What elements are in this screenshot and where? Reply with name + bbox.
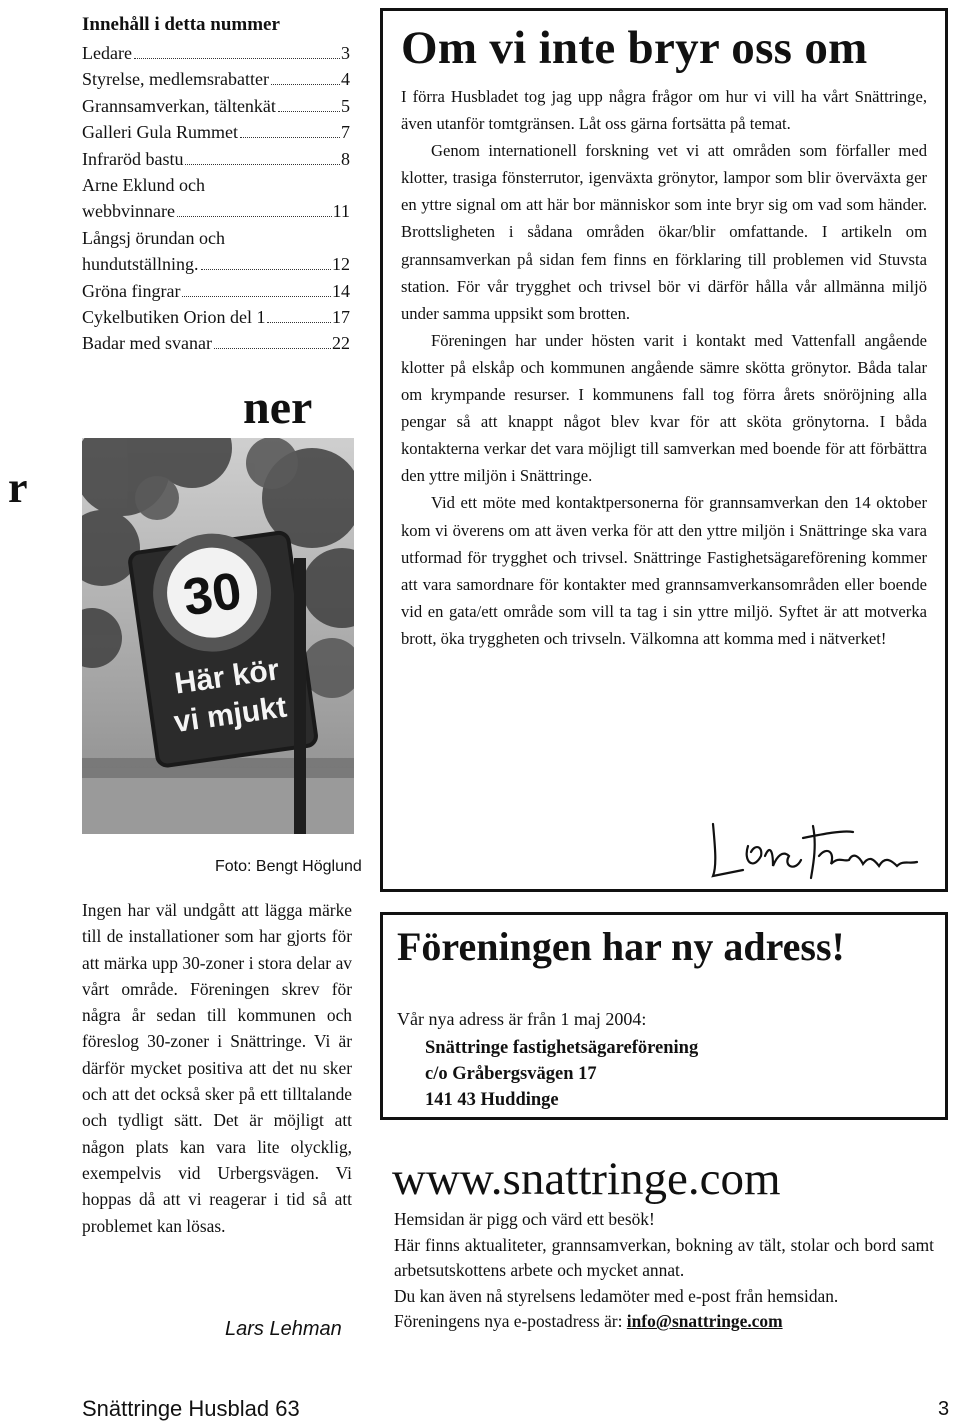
sign-text-line2: vi mjukt [171, 690, 289, 740]
toc-entry-page: 17 [332, 307, 350, 328]
partial-heading: ner [243, 381, 313, 434]
toc-leader [182, 296, 331, 297]
toc-entry[interactable] [82, 93, 350, 119]
toc-entry-label: Styrelse, medlemsrabatter [82, 69, 269, 90]
editorial-paragraph: Genom internationell forskning vet vi att områden som förfaller med klotter, trasiga fönsterrutor, igenväxta grönytor, lampor som blir överväxta ger en yttre signal om att här bor människor som inte bryr sig om vad som händer. Brottsligheten i sådana områden ökar/blir omfattande. I artikeln om grannsamverkan på sidan fem finns en förklaring till problemen vid Stuvsta station. För vår trygghet och trivsel bör vi därför hålla vår allmänna miljö under samma uppsikt som brotten. [401, 141, 927, 323]
editorial-body [401, 83, 927, 652]
toc-entry-label: Infraröd bastu [82, 148, 184, 169]
address-lines [425, 1035, 698, 1113]
toc-leader [278, 111, 340, 112]
toc-entry-page: 14 [332, 280, 350, 301]
toc-leader [201, 269, 332, 270]
toc-entry[interactable] [82, 40, 350, 66]
toc-entry[interactable] [82, 330, 350, 356]
website-line: Här finns aktualiteter, grannsamverkan, bokning av tält, stolar och bord samt arbetsutskottens arbete och mycket annat. [394, 1234, 934, 1281]
handwritten-signature [703, 816, 923, 886]
toc-leader [177, 216, 332, 217]
editorial-paragraph: Vid ett möte med kontaktpersonerna för grannsamverkan den 14 oktober kom vi överens om att även verka för att den yttre miljön i Snättringe ska vara utformad för trygghet och trivsel. Snättringe Fastighetsägareförening kommer att vara samordnare för kontakter med grannsamverkansområden eller boende vid en gata/ett område som vill ta tag i sin yttre miljö. Syftet är att motverka brott, öka tryggheten och trivseln. Välkomna att komma med i nätverket! [401, 493, 927, 648]
editorial-box [380, 8, 948, 892]
toc-entry-page: 4 [341, 69, 350, 90]
toc-entry-page: 8 [341, 148, 350, 169]
address-intro: Vår nya adress är från 1 maj 2004: [397, 1009, 647, 1029]
sign-number: 30 [179, 561, 246, 628]
toc-entry-label: Ledare [82, 43, 132, 63]
toc-leader [271, 84, 340, 85]
toc-entry-label: Cykelbutiken Orion del 1 [82, 307, 266, 328]
editorial-headline: Om vi inte bryr oss om [401, 22, 868, 74]
toc-entry-page: 12 [332, 254, 350, 275]
toc-entry-label: Gröna fingrar [82, 280, 181, 301]
left-article-author: Lars Lehman [225, 1318, 342, 1340]
website-url[interactable]: www.snattringe.com [392, 1153, 781, 1205]
toc-entry-page: 11 [332, 201, 350, 222]
address-line: Snättringe fastighetsägareförening [425, 1038, 699, 1058]
toc-title: Innehåll i detta nummer [82, 14, 280, 35]
photo-credit: Foto: Bengt Höglund [215, 858, 362, 875]
toc-entry[interactable] [82, 119, 350, 145]
email-line [394, 1309, 934, 1335]
toc-entry-label: Grannsamverkan, tältenkät [82, 95, 276, 116]
toc-entry[interactable] [82, 304, 350, 330]
toc-leader [267, 322, 331, 323]
publication-name: Snättringe Husblad 63 [82, 1396, 300, 1421]
toc-entry-page: 7 [341, 122, 350, 143]
toc-entry-label: hundutställning. [82, 254, 199, 275]
email-link[interactable]: info@snattringe.com [626, 1311, 783, 1332]
address-line: c/o Gråbergsvägen 17 [425, 1064, 597, 1084]
toc-leader [214, 348, 331, 349]
toc-entry-page: 5 [341, 95, 350, 116]
editorial-paragraph: I förra Husbladet tog jag upp några frågor om hur vi vill ha vårt Snättringe, även utanför tomtgränsen. Låt oss gärna fortsätta på temat. [401, 87, 927, 134]
toc-leader [185, 164, 340, 165]
sign-text-line1: Här kör [172, 653, 282, 701]
left-article-body: Ingen har väl undgått att lägga märke till de installationer som har gjorts för att märka upp 30-zoner i stora delar av vårt område. Föreningen skrev för några år sedan till kommunen och föreslog 30-zoner i Snättringe. Vi är därför mycket positiva att det nu sker och att det också sker på ett tilltalande och tydligt sätt. Det är möjligt att någon plats kan vara lite olycklig, exempelvis vid Urbergsvägen. Vi hoppas då att vi reagerar i tid så att problemet kan lösas. [82, 900, 352, 1236]
toc-entry-label-line1: Arne Eklund och [82, 175, 205, 196]
toc-entry-label: webbvinnare [82, 201, 175, 222]
toc-entry[interactable] [82, 278, 350, 304]
new-address-box [380, 912, 948, 1120]
toc-entry[interactable] [82, 146, 350, 172]
toc-leader [134, 58, 340, 59]
toc-entry-label: Badar med svanar [82, 333, 212, 354]
website-line: Du kan även nå styrelsens ledamöter med e-post från hemsidan. [394, 1285, 839, 1306]
editorial-paragraph: Föreningen har under hösten varit i kontakt med Vattenfall angående klotter på elskåp och kommunen angående sämre skötta grönytor. Båda talar om krympande resurser. I kommunens fall tog förra årets snöröjning alla pengar så att knappt något blev kvar för att sköta grönytorna. I båda kontakterna verkar det vara möjligt till samverkan med boende för att förbättra den yttre miljön i Snättringe. [401, 330, 927, 486]
cropped-letter: r [8, 463, 28, 512]
speed-sign-photo [82, 438, 354, 834]
table-of-contents [82, 14, 350, 357]
speed-sign-illustration [82, 438, 354, 834]
toc-entry-label-line1: Långsj örundan och [82, 227, 225, 248]
toc-entry-page: 3 [341, 43, 350, 63]
email-prefix: Föreningens nya e-postadress är: [394, 1311, 623, 1332]
website-info [394, 1207, 934, 1335]
page-number: 3 [938, 1398, 950, 1420]
toc-leader [240, 137, 340, 138]
toc-entry-label: Galleri Gula Rummet [82, 122, 238, 143]
toc-entry[interactable] [82, 66, 350, 92]
website-line: Hemsidan är pigg och värd ett besök! [394, 1209, 655, 1229]
address-line: 141 43 Huddinge [425, 1090, 559, 1110]
toc-entry-page: 22 [332, 333, 350, 354]
toc-entry[interactable] [82, 198, 350, 224]
address-title: Föreningen har ny adress! [397, 924, 845, 969]
toc-entry[interactable] [82, 251, 350, 277]
